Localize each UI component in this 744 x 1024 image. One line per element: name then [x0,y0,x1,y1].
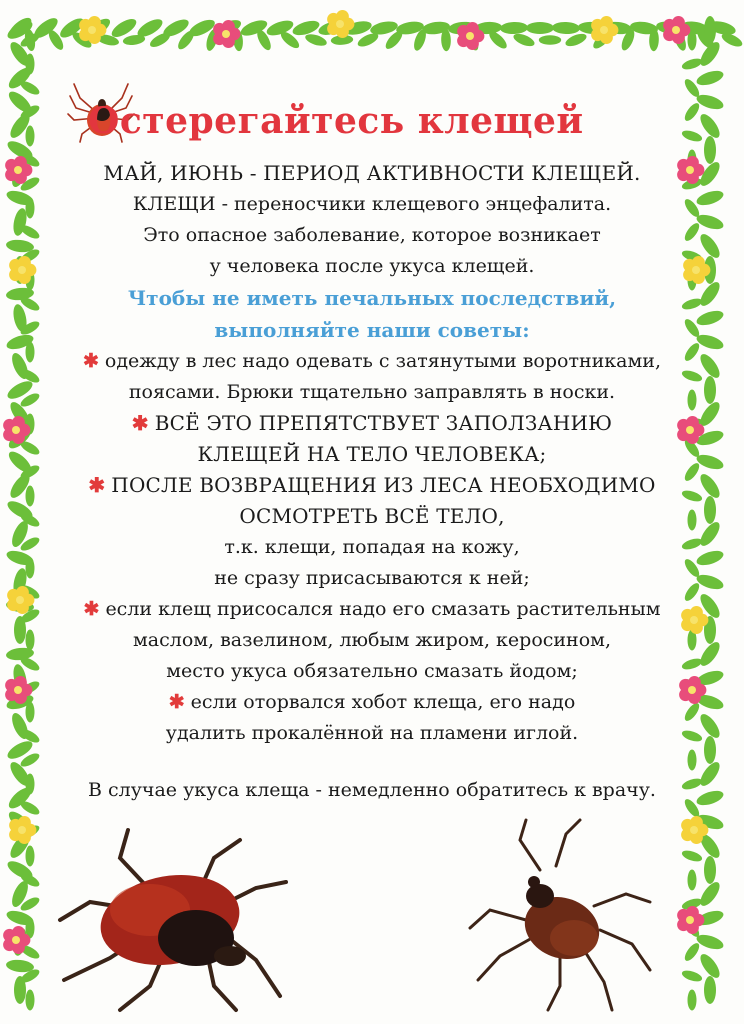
bullet-line: ✱ ПОСЛЕ ВОЗВРАЩЕНИЯ ИЗ ЛЕСА НЕОБХОДИМО [88,473,656,497]
text-line: поясами. Брюки тщательно заправлять в носки. [128,381,616,403]
border-flower-center [600,26,608,34]
text-line: Это опасное заболевание, которое возникает [143,224,601,246]
bullet-star-icon: ✱ [83,598,100,620]
border-flower-center [336,20,344,28]
border-leaf [500,22,528,35]
footer-warning: В случае укуса клеща - немедленно обратитесь к врачу. [88,779,656,801]
text-line: МАЙ, ИЮНЬ - ПЕРИОД АКТИВНОСТИ КЛЕЩЕЙ. [103,161,641,185]
text-line: т.к. клещи, попадая на кожу, [224,536,520,558]
advice-heading-line: выполняйте наши советы: [214,318,530,342]
page-title: Остерегайтесь клещей [70,96,640,146]
spacer [40,749,704,775]
border-flower-center [14,686,22,694]
text-line: место укуса обязательно смазать йодом; [166,660,578,682]
text-line: КЛЕЩИ - переносчики клещевого энцефалита. [132,193,612,215]
border-leaf [704,376,716,404]
border-leaf [26,198,35,219]
border-leaf [539,35,561,45]
border-leaf [26,342,35,363]
text-line: ОСМОТРЕТЬ ВСЁ ТЕЛО, [239,504,505,528]
border-leaf [512,31,536,48]
tick-illustrations [0,810,744,1024]
text-line: маслом, вазелином, любым жиром, керосином, [133,629,611,651]
border-leaf [704,136,716,164]
bullet-star-icon: ✱ [88,473,106,497]
text-line: удалить прокалённой на пламени иглой. [165,722,579,744]
bullet-star-icon: ✱ [168,691,185,713]
bullet-star-icon: ✱ [131,411,149,435]
bullet-line: ✱ ВСЁ ЭТО ПРЕПЯТСТВУЕТ ЗАПОЛЗАНИЮ [131,411,613,435]
border-flower-center [12,426,20,434]
border-leaf [681,128,704,143]
border-flower-center [18,266,26,274]
border-leaf [704,736,716,764]
border-leaf [26,558,35,579]
bullet-line: ✱ если клещ присосался надо его смазать растительным [83,598,661,620]
border-flower-center [466,32,474,40]
bullet-line: ✱ если оторвался хобот клеща, его надо [168,691,576,713]
text-line: у человека после укуса клещей. [209,255,535,277]
border-leaf [704,496,716,524]
border-leaf [526,22,554,34]
text-line: КЛЕЩЕЙ НА ТЕЛО ЧЕЛОВЕКА; [197,442,547,466]
large-tick-illustration [60,830,286,1010]
border-leaf [682,101,702,123]
border-flower-center [16,596,24,604]
border-leaf [695,92,725,112]
border-leaf [681,56,704,71]
border-flower-center [672,26,680,34]
border-leaf [14,616,26,644]
small-tick-illustration [470,820,650,1010]
border-flower-center [14,166,22,174]
border-leaf [26,630,35,651]
bullet-line: ✱ одежду в лес надо одевать с затянутыми воротниками, [83,350,661,372]
border-leaf [552,22,580,35]
text-line: не сразу присасываются к ней; [214,567,530,589]
border-leaf [26,702,35,723]
border-leaf [26,486,35,507]
border-flower-center [222,30,230,38]
border-leaf [291,18,321,38]
bullet-star-icon: ✱ [83,350,99,372]
border-leaf [695,68,725,88]
border-leaf [26,126,35,147]
advice-text [40,158,704,806]
border-leaf [704,16,716,44]
advice-heading-line: Чтобы не иметь печальных последствий, [127,286,617,310]
border-flower-center [88,26,96,34]
